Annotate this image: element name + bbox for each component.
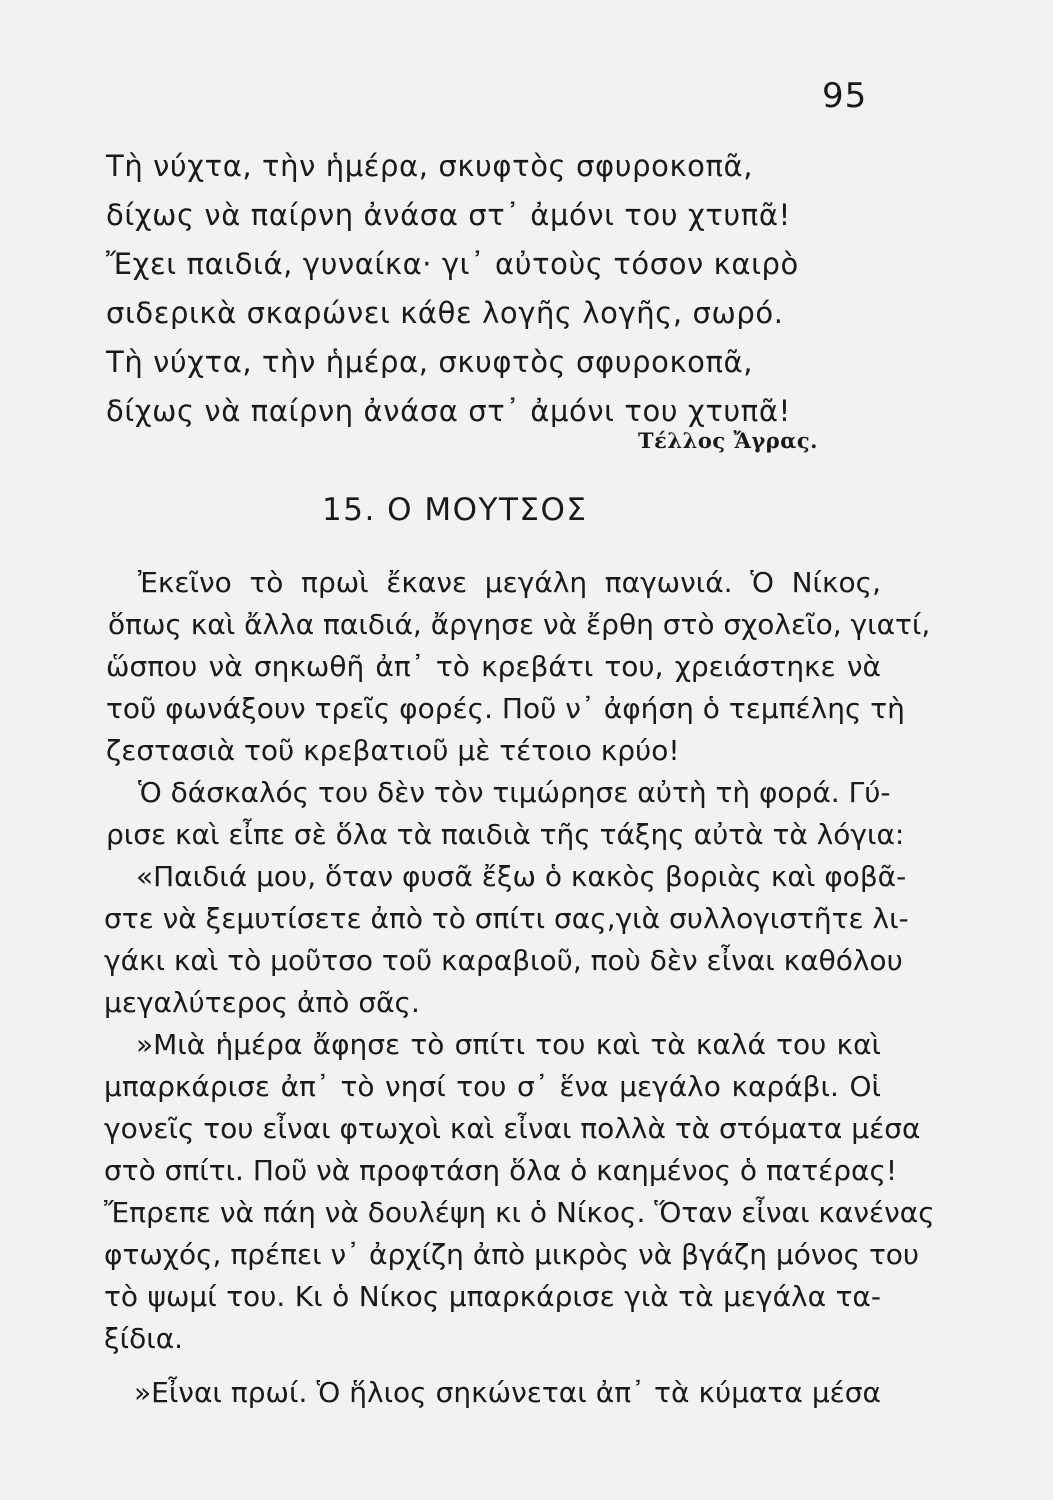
prose-body xyxy=(0,562,1053,1414)
prose-line: Ἔπρεπε νὰ πάη νὰ δουλέψη κι ὁ Νίκος. Ὅταν εἶναι κανένας xyxy=(104,1196,935,1229)
prose-line: ὅπως καὶ ἄλλα παιδιά, ἄργησε νὰ ἔρθη στὸ σχολεῖο, γιατί, xyxy=(108,608,931,641)
poem-line: δίχως νὰ παίρνη ἀνάσα στ᾽ ἀμόνι του χτυπᾶ! xyxy=(106,198,791,232)
prose-line: στὸ σπίτι. Ποῦ νὰ προφτάση ὅλα ὁ καημένος ὁ πατέρας! xyxy=(104,1154,898,1187)
prose-line: μεγαλύτερος ἀπὸ σᾶς. xyxy=(104,986,420,1019)
prose-line: τὸ ψωμί του. Κι ὁ Νίκος μπαρκάρισε γιὰ τὰ μεγάλα τα- xyxy=(104,1280,881,1313)
chapter-title: 15. Ο ΜΟΥΤΣΟΣ xyxy=(322,492,588,528)
poem-line: Τὴ νύχτα, τὴν ἡμέρα, σκυφτὸς σφυροκοπᾶ, xyxy=(106,345,754,379)
prose-line: Ὁ δάσκαλός του δὲν τὸν τιμώρησε αὐτὴ τὴ φορά. Γύ- xyxy=(138,776,891,809)
poem-line: Τὴ νύχτα, τὴν ἡμέρα, σκυφτὸς σφυροκοπᾶ, xyxy=(106,149,754,183)
prose-line: Ἐκεῖνο τὸ πρωὶ ἔκανε μεγάλη παγωνιά. Ὁ Νίκος, xyxy=(138,566,881,599)
prose-line: μπαρκάρισε ἀπ᾽ τὸ νησί του σ᾽ ἕνα μεγάλο καράβι. Οἱ xyxy=(104,1070,881,1103)
prose-line: στε νὰ ξεμυτίσετε ἀπὸ τὸ σπίτι σας,γιὰ συλλογιστῆτε λι- xyxy=(104,902,909,935)
prose-line: φτωχός, πρέπει ν᾽ ἀρχίζη ἀπὸ μικρὸς νὰ βγάζη μόνος του xyxy=(104,1238,920,1271)
poem xyxy=(106,142,826,436)
prose-line: γάκι καὶ τὸ μοῦτσο τοῦ καραβιοῦ, ποὺ δὲν εἶναι καθόλου xyxy=(104,944,903,977)
poem-line: Ἔχει παιδιά, γυναίκα· γι᾽ αὐτοὺς τόσον καιρὸ xyxy=(106,247,799,281)
prose-line: ρισε καὶ εἶπε σὲ ὅλα τὰ παιδιὰ τῆς τάξης αὐτὰ τὰ λόγια: xyxy=(106,818,905,851)
prose-line: γονεῖς του εἶναι φτωχοὶ καὶ εἶναι πολλὰ τὰ στόματα μέσα xyxy=(104,1112,921,1145)
poem-line: δίχως νὰ παίρνη ἀνάσα στ᾽ ἀμόνι του χτυπᾶ! xyxy=(106,394,791,428)
prose-line: ζεστασιὰ τοῦ κρεβατιοῦ μὲ τέτοιο κρύο! xyxy=(106,734,680,767)
prose-line: τοῦ φωνάξουν τρεῖς φορές. Ποῦ ν᾽ ἀφήση ὁ τεμπέλης τὴ xyxy=(106,692,905,725)
prose-line: ὥσπου νὰ σηκωθῆ ἀπ᾽ τὸ κρεβάτι του, χρειάστηκε νὰ xyxy=(106,650,881,683)
page-number: 95 xyxy=(822,76,868,116)
prose-line: «Παιδιά μου, ὅταν φυσᾶ ἔξω ὁ κακὸς βοριὰς καὶ φοβᾶ- xyxy=(136,860,907,893)
prose-line: ξίδια. xyxy=(104,1322,184,1355)
prose-line: »Εἶναι πρωί. Ὁ ἥλιος σηκώνεται ἀπ᾽ τὰ κύματα μέσα xyxy=(134,1376,881,1409)
poem-signature: Τέλλος Ἄγρας. xyxy=(638,428,818,453)
poem-line: σιδερικὰ σκαρώνει κάθε λογῆς λογῆς, σωρό. xyxy=(106,296,784,330)
prose-line: »Μιὰ ἡμέρα ἄφησε τὸ σπίτι του καὶ τὰ καλά του καὶ xyxy=(136,1028,881,1061)
